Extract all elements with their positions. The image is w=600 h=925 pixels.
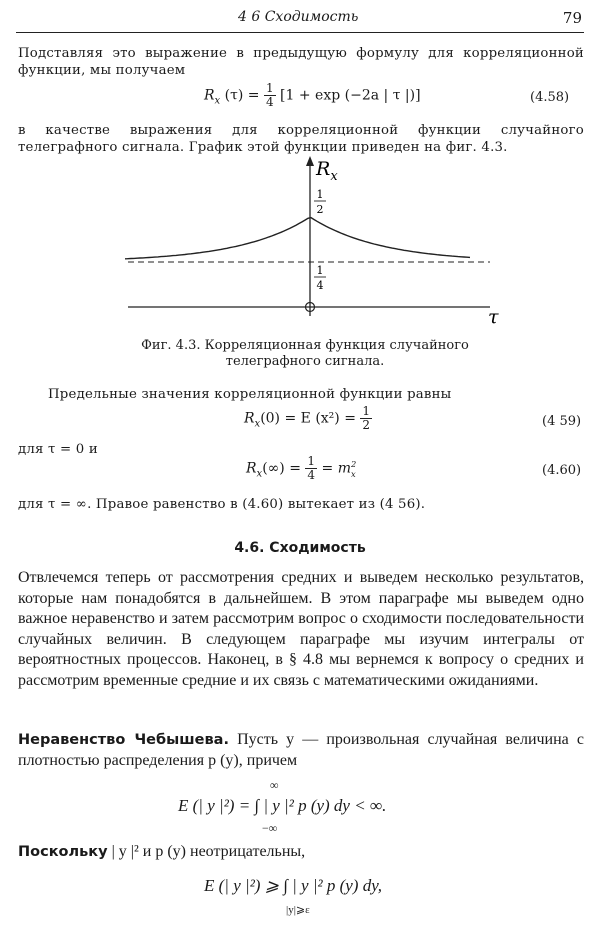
chebyshev-paragraph [18,730,584,771]
chebyshev-heading: Неравенство Чебышева. [18,732,229,748]
page-number: 79 [562,9,582,27]
section-title: 4.6. Сходимость [234,540,366,556]
integral-lower-limit: |y|⩾ε [286,904,310,916]
equation-number: (4.58) [530,90,570,105]
chebyshev-equation-text: E (| y |²) = ∫ | y |² p (y) dy < ∞. [178,796,387,815]
y-axis-arrow [306,156,314,166]
equation-number: (4.60) [542,463,582,478]
peak-label-den: 2 [316,203,324,216]
y-axis-label: $R_x$ [316,158,338,184]
nonnegative-text: | y |² и p (y) неотрицательны, [111,843,306,860]
poskolku-bold: Поскольку [18,844,108,860]
x-axis-label: τ [488,306,499,328]
paragraph-graph-reference: в качестве выражения для корреляционной функции случайного телеграфного сигнала. График этой функции приведен на фиг. 4.3. [18,123,584,155]
equation-4-59: $R_x(0) = E$ (x²) = $\frac{1}{2}$ [244,404,371,432]
limits-between: для τ = 0 и [18,442,98,457]
correlation-curve [125,218,470,259]
equation-4-60: $R_x(\infty)$ = $\frac{1}{4}$ = m 2 x [246,454,357,482]
asymptote-label-den: 4 [316,279,324,292]
asymptote-label-num: 1 [316,264,324,277]
intro-paragraph: Подставляя это выражение в предыдущую формулу для корреляционной функции, мы получаем [18,46,584,78]
equation-number: (4 59) [542,414,582,429]
figure-4-3 [0,0,600,340]
integral-lower-limit: −∞ [262,821,278,835]
equation-4-58: $R_x$ (τ) = $\frac{1}{4}$ [1 + exp (−2a | τ |)] [204,81,421,109]
section-paragraph: Отвлечемся теперь от рассмотрения средних и выведем несколько результатов, которые нам понадобятся в дальнейшем. В этом параграфе мы выведем одно важное неравенство и затем рассмотрим вопрос о сходимости последовательности случайных величин. В следующем параграфе мы изучим интегралы от вероятностных процессов. Наконец, в § 4.8 мы вернемся к вопросу о средних и рассмотрим временные средние и их связь с математическими ожиданиями. [18,569,584,689]
chebyshev-text: Пусть y — произвольная случайная величина с плотностью распределения p (y), причем [18,731,585,769]
inequality-text: E (| y |²) ⩾ ∫ | y |² p (y) dy, [204,876,383,895]
figure-caption: Фиг. 4.3. Корреляционная функция случайного телеграфного сигнала. [141,338,469,369]
chebyshev-equation [170,778,430,838]
limits-after: для τ = ∞. Правое равенство в (4.60) вытекает из (4 56). [18,497,426,512]
nonnegative-paragraph [18,842,584,863]
header-title: 4 6 Сходимость [238,9,359,25]
peak-label-num: 1 [316,188,324,201]
integral-upper-limit: ∞ [270,778,279,792]
limits-intro: Предельные значения корреляционной функции равны [48,387,452,402]
inequality-equation [200,866,460,922]
